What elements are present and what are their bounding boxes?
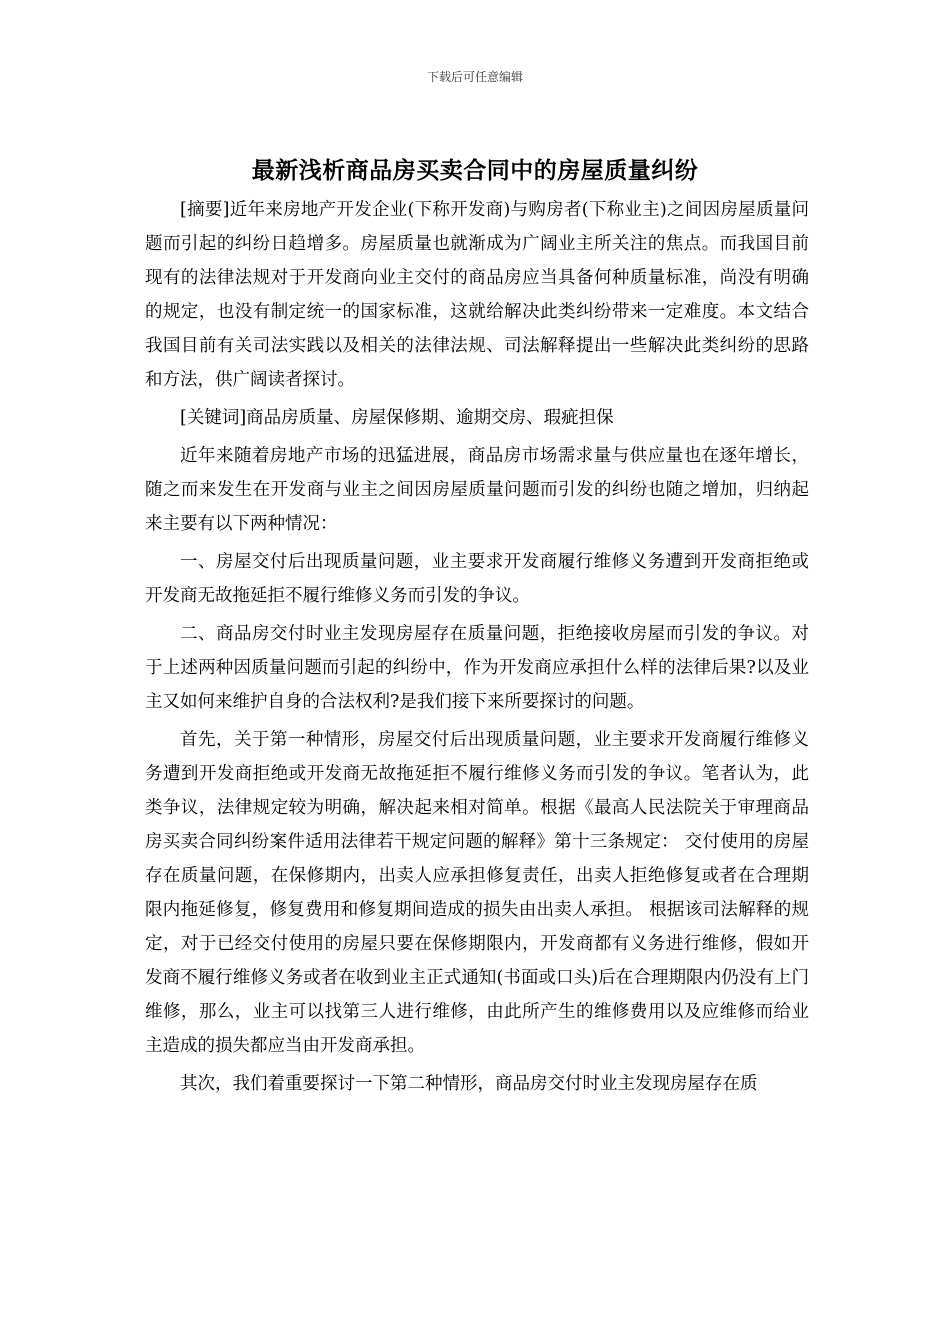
header-note: 下载后可任意编辑 [426, 70, 523, 84]
paragraph-case-two: 二、商品房交付时业主发现房屋存在质量问题，拒绝接收房屋而引发的争议。对于上述两种因质量问题而引起的纠纷中，作为开发商应承担什么样的法律后果?以及业主又如何来维护自身的合法权利?是我们接下来所要探讨的问题。 [145, 624, 809, 712]
paragraph-second-analysis: 其次，我们着重要探讨一下第二种情形，商品房交付时业主发现房屋存在质 [180, 1074, 758, 1094]
paragraph-keywords: [关键词]商品房质量、房屋保修期、逾期交房、瑕疵担保 [180, 408, 614, 428]
document-body [145, 193, 809, 1105]
document-title: 最新浅析商品房买卖合同中的房屋质量纠纷 [251, 158, 699, 184]
paragraph-case-one: 一、房屋交付后出现质量问题，业主要求开发商履行维修义务遭到开发商拒绝或开发商无故拖延拒不履行维修义务而引发的争议。 [145, 552, 809, 606]
paragraph-abstract: [摘要]近年来房地产开发企业(下称开发商)与购房者(下称业主)之间因房屋质量问题而引起的纠纷日趋增多。房屋质量也就渐成为广阔业主所关注的焦点。而我国目前现有的法律法规对于开发商向业主交付的商品房应当具备何种质量标准，尚没有明确的规定，也没有制定统一的国家标准，这就给解决此类纠纷带来一定难度。本文结合我国目前有关司法实践以及相关的法律法规、司法解释提出一些解决此类纠纷的思路和方法，供广阔读者探讨。 [145, 200, 809, 390]
paragraph-first-analysis: 首先，关于第一种情形，房屋交付后出现质量问题，业主要求开发商履行维修义务遭到开发商拒绝或开发商无故拖延拒不履行维修义务而引发的争议。笔者认为，此类争议，法律规定较为明确，解决起来相对简单。根据《最高人民法院关于审理商品房买卖合同纠纷案件适用法律若干规定问题的解释》第十三条规定： 交付使用的房屋存在质量问题，在保修期内，出卖人应承担修复责任，出卖人拒绝修复或者在合理期限内拖延修复，修复费用和修复期间造成的损失由出卖人承担。 根据该司法解释的规定，对于已经交付使用的房屋只要在保修期限内，开发商都有义务进行维修，假如开发商不履行维修义务或者在收到业主正式通知(书面或口头)后在合理期限内仍没有上门维修，那么，业主可以找第三人进行维修，由此所产生的维修费用以及应维修而给业主造成的损失都应当由开发商承担。 [145, 730, 809, 1056]
paragraph-intro: 近年来随着房地产市场的迅猛进展，商品房市场需求量与供应量也在逐年增长，随之而来发生在开发商与业主之间因房屋质量问题而引发的纠纷也随之增加，归纳起来主要有以下两种情况： [145, 446, 809, 534]
